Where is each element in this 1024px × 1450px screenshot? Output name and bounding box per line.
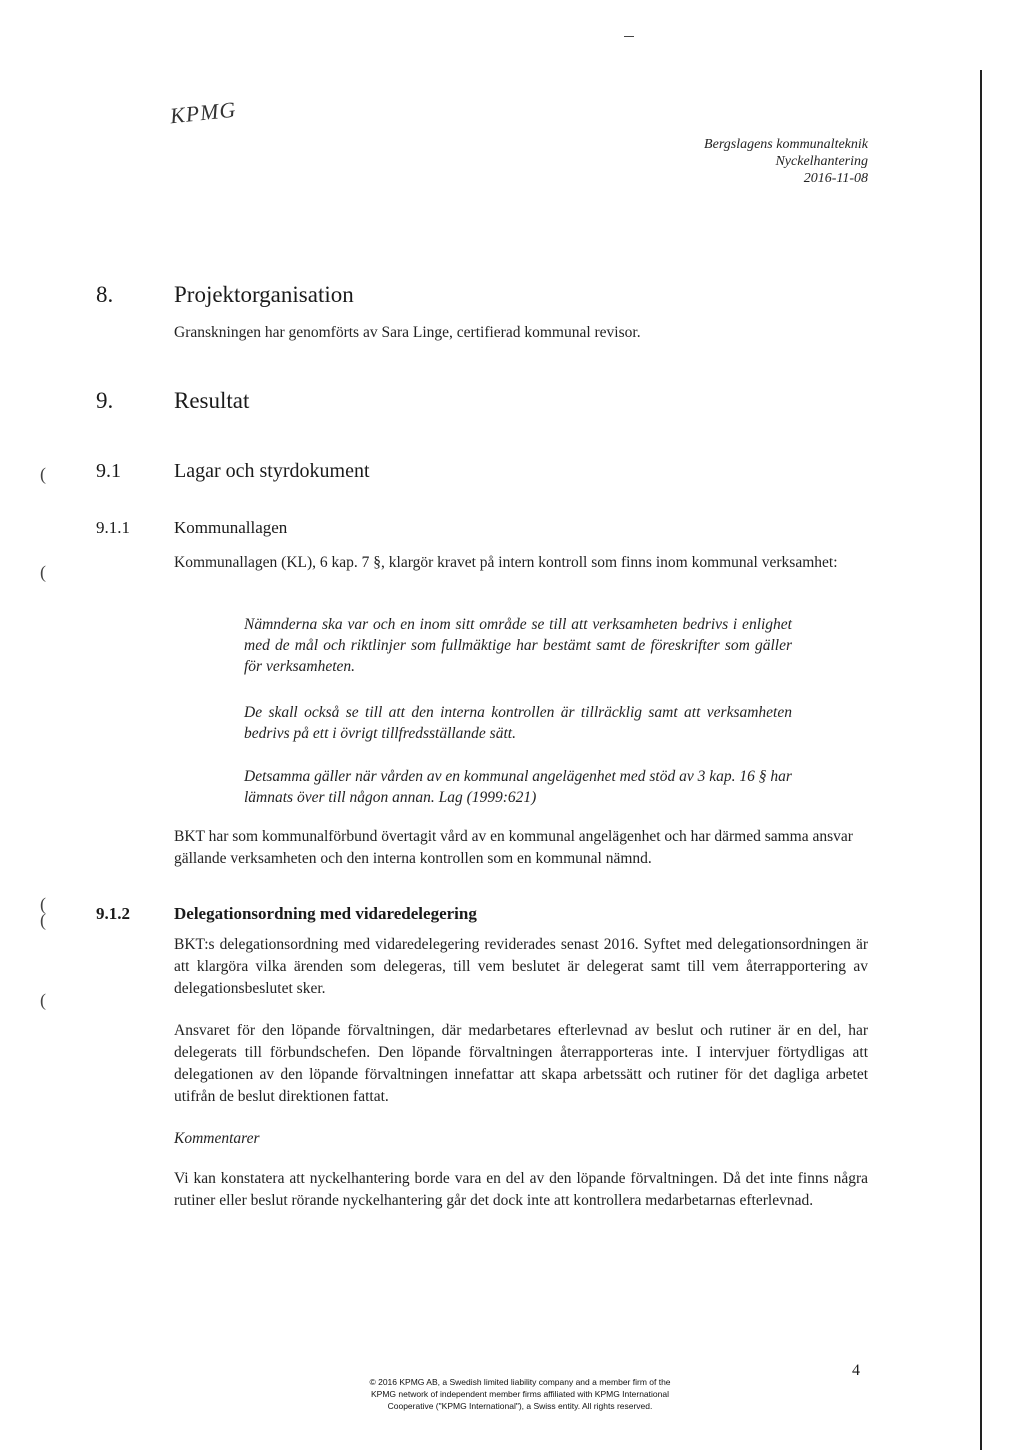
- section-9-1-number: 9.1: [96, 460, 121, 482]
- section-8-text: Granskningen har genomförts av Sara Linge, certifierad kommunal revisor.: [174, 324, 641, 341]
- section-9-1-2-paragraph-1: BKT:s delegationsordning med vidaredelegering reviderades senast 2016. Syftet med delegationsordningen är att klargöra vilka ärenden som delegeras, till vem beslutet är delegerat samt till vem återrapportering av delegationsbeslutet sker.: [174, 936, 868, 997]
- copyright-footer: [300, 1376, 740, 1412]
- document-header: [704, 136, 868, 187]
- law-quote-paragraph-2: De skall också se till att den interna kontrollen är tillräcklig samt att verksamheten bedrivs på ett i övrigt tillfredsställande sätt.: [244, 704, 792, 742]
- margin-mark: (: [40, 562, 46, 582]
- section-9-1-2-paragraph-2: Ansvaret för den löpande förvaltningen, där medarbetares efterlevnad av beslut och rutiner är en del, har delegerats till förbundschefen. Den löpande förvaltningen återrapporteras inte. I intervjuer förtydligas att delegationen av den löpande förvaltningen innefattar att skapa arbetssätt och rutiner för det dagliga arbetet utifrån de beslut direktionen fattat.: [174, 1022, 868, 1105]
- comments-label: Kommentarer: [174, 1130, 260, 1147]
- section-9-1-1-number: 9.1.1: [96, 518, 130, 537]
- law-quote-paragraph-1: Nämnderna ska var och en inom sitt område se till att verksamheten bedrivs i enlighet med de mål och riktlinjer som fullmäktige har bestämt samt de föreskrifter som gäller för verksamheten.: [244, 616, 792, 675]
- margin-mark: (: [40, 910, 46, 930]
- section-9-1-1-intro: Kommunallagen (KL), 6 kap. 7 §, klargör kravet på intern kontroll som finns inom kommunal verksamhet:: [174, 554, 838, 571]
- header-org: Bergslagens kommunalteknik: [704, 137, 868, 152]
- section-9-heading: Resultat: [174, 388, 250, 413]
- section-8-heading: Projektorganisation: [174, 282, 354, 307]
- law-quote-paragraph-3: Detsamma gäller när vården av en kommunal angelägenhet med stöd av 3 kap. 16 § har lämnats över till någon annan. Lag (1999:621): [244, 768, 792, 806]
- section-9-1-1-conclusion: BKT har som kommunalförbund övertagit vård av en kommunal angelägenhet och har därmed samma ansvar gällande verksamheten och den interna kontrollen som en kommunal nämnd.: [174, 828, 853, 867]
- margin-mark: (: [40, 990, 46, 1010]
- scan-artifact-dash: [624, 36, 634, 37]
- kpmg-logo: KPMG: [168, 96, 238, 129]
- header-date: 2016-11-08: [803, 171, 868, 186]
- margin-mark: (: [40, 894, 46, 914]
- footer-line-2: KPMG network of independent member firms affiliated with KPMG International: [371, 1389, 669, 1399]
- comments-text: Vi kan konstatera att nyckelhantering borde vara en del av den löpande förvaltningen. Då det inte finns några rutiner eller beslut rörande nyckelhantering går det dock inte att kontrollera medarbetarnas efterlevnad.: [174, 1170, 868, 1209]
- section-8-number: 8.: [96, 282, 114, 307]
- footer-line-1: © 2016 KPMG AB, a Swedish limited liability company and a member firm of the: [369, 1377, 671, 1387]
- section-9-1-2-heading: Delegationsordning med vidaredelegering: [174, 904, 477, 923]
- scan-edge-line: [980, 70, 982, 1450]
- section-9-number: 9.: [96, 388, 114, 413]
- footer-line-3: Cooperative ("KPMG International"), a Swiss entity. All rights reserved.: [387, 1401, 653, 1411]
- page-number: 4: [852, 1362, 860, 1379]
- margin-mark: (: [40, 464, 46, 484]
- section-9-1-1-heading: Kommunallagen: [174, 518, 288, 537]
- section-9-1-heading: Lagar och styrdokument: [174, 460, 370, 482]
- header-title: Nyckelhantering: [775, 154, 868, 169]
- section-9-1-2-number: 9.1.2: [96, 904, 130, 923]
